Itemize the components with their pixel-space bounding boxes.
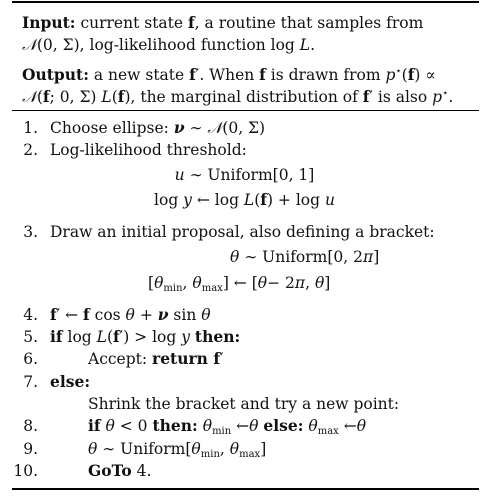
output-label: Output: xyxy=(22,65,89,84)
input-label: Input: xyxy=(22,13,76,32)
step-4: f′ ← f cos θ + ν sin θ xyxy=(50,305,211,324)
step-2-eq-2: log y ← log L(f) + log u xyxy=(154,190,335,209)
step-number-1: 1. xyxy=(23,119,38,137)
bottom-rule xyxy=(12,488,479,490)
input-line-2: 𝒩(0, Σ), log-likelihood function log L. xyxy=(22,36,316,54)
step-2: Log-likelihood threshold: xyxy=(50,141,247,159)
input-line-1: Input: current state f, a routine that samples from xyxy=(22,13,424,32)
step-2-eq-1: u ∼ Uniform[0, 1] xyxy=(174,166,315,184)
step-8: if θ < 0 then: $\theta_{min}$ ←θ else: $\theta_{max}$ ←θ xyxy=(88,416,367,437)
output-line-2: 𝒩(f; 0, Σ) L(f), the marginal distribution of f′ is also p⋆. xyxy=(22,87,454,106)
step-7-note: Shrink the bracket and try a new point: xyxy=(88,395,400,413)
step-number-6: 6. xyxy=(23,350,38,368)
step-6: Accept: return f′ xyxy=(88,349,224,368)
step-10: GoTo 4. xyxy=(88,461,152,480)
step-number-2: 2. xyxy=(23,141,38,159)
step-3: Draw an initial proposal, also defining a bracket: xyxy=(50,223,435,241)
output-line-1: Output: a new state f′. When f is drawn from p⋆(f) ∝ xyxy=(22,65,436,84)
step-number-3: 3. xyxy=(23,223,38,241)
step-number-4: 4. xyxy=(23,306,38,324)
mid-rule xyxy=(12,110,479,111)
step-3-eq-2: [$\theta_{min}$, $\theta_{max}$] ← [θ− 2π, θ] xyxy=(148,274,331,294)
step-1: Choose ellipse: ν ∼ 𝒩(0, Σ) xyxy=(50,118,266,137)
step-9: θ ∼ $Uniform[\theta_{min}$, $\theta_{max}$] xyxy=(88,440,267,460)
step-3-eq-1: θ ∼ Uniform[0, 2π] xyxy=(230,248,380,266)
step-number-10: 10. xyxy=(13,462,38,480)
step-number-7: 7. xyxy=(23,373,38,391)
step-number-5: 5. xyxy=(23,328,38,346)
step-number-9: 9. xyxy=(23,440,38,458)
step-5: if log L(f′) > log y then: xyxy=(50,327,241,346)
top-rule xyxy=(12,1,479,3)
step-number-8: 8. xyxy=(23,417,38,435)
step-7: else: xyxy=(50,372,91,391)
